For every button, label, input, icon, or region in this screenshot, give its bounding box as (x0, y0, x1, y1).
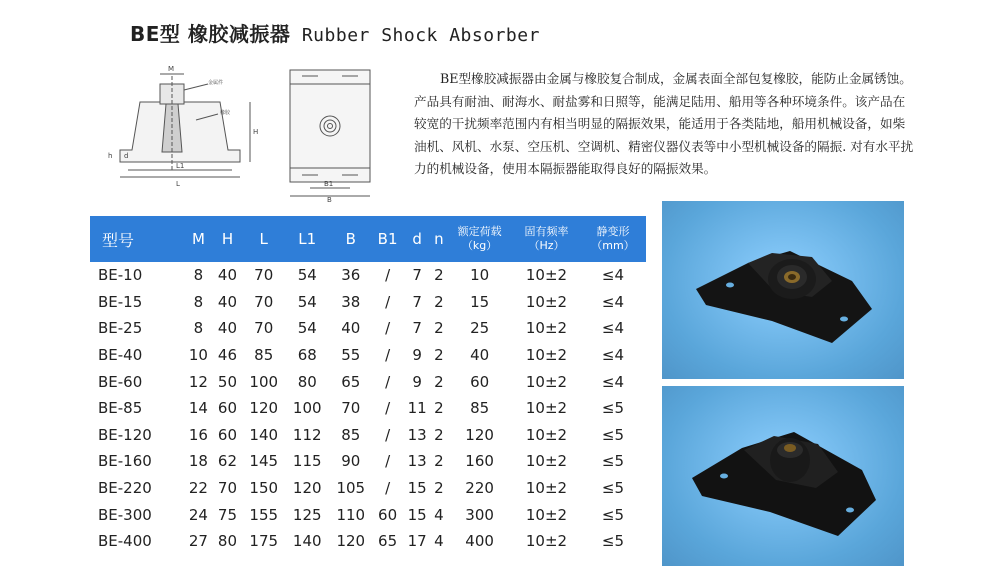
table-cell: / (385, 425, 391, 444)
table-cell: 10±2 (525, 505, 568, 524)
table-cell: 300 (465, 505, 494, 524)
table-cell: 160 (465, 452, 494, 471)
table-cell: 2 (434, 266, 444, 285)
drawing-label-rubber: 橡胶 (220, 110, 231, 116)
table-cell: / (385, 479, 391, 498)
table-cell: 12 (188, 372, 208, 391)
table-cell: 120 (249, 399, 279, 418)
table-cell: 10±2 (525, 292, 568, 311)
table-cell: 17 (407, 532, 427, 551)
col-header-defl-line1: 静变形 (596, 225, 630, 238)
table-row (90, 289, 646, 316)
title-english: Rubber Shock Absorber (301, 25, 540, 46)
product-photo-bottom (662, 386, 904, 566)
col-header-load-line1: 额定荷载 (457, 225, 502, 238)
table-cell: / (385, 292, 391, 311)
col-header: B1 (373, 216, 403, 262)
col-header-defl-line2: （mm） (591, 239, 635, 252)
table-cell: 13 (407, 425, 427, 444)
table-cell: 10±2 (525, 346, 568, 365)
table-cell: 46 (217, 346, 237, 365)
table-row (90, 475, 646, 502)
table-row (90, 448, 646, 475)
table-cell: 80 (217, 532, 237, 551)
table-cell: 70 (254, 319, 274, 338)
col-header: L1 (285, 216, 329, 262)
table-cell: / (385, 266, 391, 285)
model-cell: BE-60 (98, 372, 143, 391)
table-cell: 220 (465, 479, 494, 498)
table-cell: ≤5 (601, 505, 625, 524)
table-cell: 10 (470, 266, 490, 285)
table-cell: ≤4 (601, 266, 625, 285)
model-cell: BE-25 (98, 319, 143, 338)
table-row (90, 342, 646, 369)
table-cell: 70 (341, 399, 361, 418)
table-cell: 4 (434, 505, 444, 524)
table-cell: ≤4 (601, 346, 625, 365)
table-cell: ≤5 (601, 532, 625, 551)
table-cell: 60 (217, 399, 237, 418)
table-cell: 140 (292, 532, 322, 551)
table-cell: 140 (249, 425, 279, 444)
table-cell: / (385, 372, 391, 391)
drawing-label-l1: L1 (176, 162, 185, 170)
table-cell: / (385, 319, 391, 338)
product-photo-top (662, 201, 904, 379)
drawing-label-h: H (253, 128, 259, 136)
table-cell: 70 (217, 479, 237, 498)
table-cell: 38 (341, 292, 361, 311)
table-cell: ≤5 (601, 479, 625, 498)
table-cell: 60 (470, 372, 490, 391)
table-cell: 10±2 (525, 372, 568, 391)
table-cell: 68 (297, 346, 317, 365)
table-cell: 70 (254, 266, 274, 285)
table-row (90, 368, 646, 395)
table-cell: 85 (341, 425, 361, 444)
col-header: d (403, 216, 432, 262)
table-cell: 110 (336, 505, 366, 524)
table-cell: 13 (407, 452, 427, 471)
table-cell: 175 (249, 532, 279, 551)
model-cell: BE-10 (98, 266, 143, 285)
table-cell: 60 (378, 505, 398, 524)
drawing-label-l: L (176, 180, 180, 188)
table-cell: ≤5 (601, 399, 625, 418)
drawing-label-metal: 金属件 (208, 80, 224, 86)
model-cell: BE-300 (98, 505, 152, 524)
product-description: BE型橡胶减振器由金属与橡胶复合制成，金属表面全部包复橡胶，能防止金属锈蚀。产品具有耐油、耐海水、耐盐雾和日照等，能满足陆用、船用等各种环境条件。该产品在较宽的干扰频率范围内有相当明显的隔振效果，能适用于各类陆地，船用机械设备，如柴油机、风机、水泵、空压机、空调机、精密仪器仪表等中小型机械设备的隔振. 对有水平扰力的机械设备，使用本隔振器能取得良好的隔振效果。 (414, 71, 914, 176)
model-cell: BE-400 (98, 532, 152, 551)
table-cell: 2 (434, 452, 444, 471)
col-header: H (213, 216, 242, 262)
table-cell: 75 (217, 505, 237, 524)
table-cell: 7 (412, 292, 422, 311)
table-cell: 27 (188, 532, 208, 551)
table-cell: 40 (470, 346, 490, 365)
table-cell: 4 (434, 532, 444, 551)
table-cell: 8 (193, 292, 204, 311)
table-cell: 62 (217, 452, 237, 471)
table-cell: 2 (434, 372, 444, 391)
table-cell: 54 (297, 266, 317, 285)
table-cell: 22 (188, 479, 208, 498)
table-cell: 85 (470, 399, 490, 418)
col-header: L (242, 216, 286, 262)
table-cell: 150 (249, 479, 279, 498)
table-cell: 18 (188, 452, 208, 471)
table-row (90, 262, 646, 289)
table-cell: 15 (407, 505, 427, 524)
table-cell: 14 (188, 399, 208, 418)
table-cell: 400 (465, 532, 494, 551)
table-cell: ≤4 (601, 292, 625, 311)
drawing-label-b: B (327, 196, 332, 202)
table-cell: 70 (254, 292, 274, 311)
model-cell: BE-15 (98, 292, 143, 311)
table-cell: / (385, 399, 391, 418)
table-cell: 2 (434, 399, 444, 418)
table-cell: 25 (470, 319, 490, 338)
table-cell: 40 (217, 292, 237, 311)
col-header-defl (580, 216, 646, 262)
title-model: BE型 橡胶减振器 (130, 22, 291, 46)
spec-table (90, 216, 646, 555)
model-cell: BE-220 (98, 479, 152, 498)
col-header-freq-line1: 固有频率 (524, 225, 569, 238)
model-cell: BE-40 (98, 346, 143, 365)
table-cell: 125 (292, 505, 322, 524)
absorber-photo-2 (662, 386, 904, 566)
col-header: B (329, 216, 373, 262)
table-cell: ≤5 (601, 425, 625, 444)
drawing-label-b1: B1 (324, 180, 334, 188)
model-cell: BE-160 (98, 452, 152, 471)
table-cell: 7 (412, 266, 422, 285)
table-cell: 10±2 (525, 452, 568, 471)
table-cell: 54 (297, 319, 317, 338)
model-cell: BE-120 (98, 425, 152, 444)
table-cell: 80 (297, 372, 317, 391)
table-header-row (90, 216, 646, 262)
table-cell: ≤4 (601, 372, 625, 391)
table-cell: 36 (341, 266, 361, 285)
col-header-load (446, 216, 513, 262)
table-cell: 24 (188, 505, 208, 524)
table-cell: 115 (292, 452, 322, 471)
table-cell: 10±2 (525, 319, 568, 338)
table-cell: 2 (434, 479, 444, 498)
table-cell: 2 (434, 292, 444, 311)
table-cell: ≤4 (601, 319, 625, 338)
table-cell: 2 (434, 346, 444, 365)
drawing-label-d: d (124, 152, 129, 160)
spec-table-body (90, 262, 646, 555)
table-cell: 16 (188, 425, 208, 444)
table-cell: 7 (412, 319, 422, 338)
table-cell: 10±2 (525, 425, 568, 444)
table-cell: 120 (292, 479, 322, 498)
col-header: 型号 (90, 216, 184, 262)
col-header-freq-line2: （Hz） (528, 239, 565, 252)
col-header-freq (513, 216, 580, 262)
table-cell: 100 (249, 372, 279, 391)
model-cell: BE-85 (98, 399, 143, 418)
col-header: M (184, 216, 213, 262)
table-cell: 40 (341, 319, 361, 338)
table-cell: 100 (292, 399, 322, 418)
table-cell: / (385, 452, 391, 471)
table-cell: 85 (254, 346, 274, 365)
table-cell: 90 (341, 452, 361, 471)
table-cell: 2 (434, 425, 444, 444)
table-cell: 65 (341, 372, 361, 391)
table-cell: 120 (465, 425, 494, 444)
table-cell: 60 (217, 425, 237, 444)
table-cell: ≤5 (601, 452, 625, 471)
table-cell: 10±2 (525, 266, 568, 285)
table-cell: 15 (470, 292, 490, 311)
col-header-load-line2: （kg） (461, 239, 498, 252)
table-cell: 145 (249, 452, 279, 471)
absorber-photo-1 (662, 201, 904, 379)
table-row (90, 501, 646, 528)
table-cell: 40 (217, 266, 237, 285)
table-cell: 10±2 (525, 399, 568, 418)
table-cell: / (385, 346, 391, 365)
table-cell: 54 (297, 292, 317, 311)
table-cell: 8 (193, 319, 204, 338)
table-cell: 65 (378, 532, 398, 551)
table-cell: 10±2 (525, 532, 568, 551)
drawing-label-h-small: h (108, 152, 113, 160)
table-cell: 10±2 (525, 479, 568, 498)
table-cell: 155 (249, 505, 279, 524)
table-cell: 9 (412, 346, 422, 365)
table-cell: 55 (341, 346, 361, 365)
table-cell: 50 (217, 372, 237, 391)
table-cell: 10 (188, 346, 208, 365)
table-cell: 120 (336, 532, 366, 551)
page-title (130, 18, 540, 47)
table-cell: 8 (193, 266, 204, 285)
table-row (90, 528, 646, 555)
table-cell: 112 (292, 425, 322, 444)
col-header: n (432, 216, 447, 262)
drawing-label-m: M (168, 65, 175, 73)
table-cell: 40 (217, 319, 237, 338)
table-row (90, 422, 646, 449)
table-cell: 11 (407, 399, 427, 418)
table-cell: 105 (336, 479, 366, 498)
table-cell: 15 (407, 479, 427, 498)
table-cell: 9 (412, 372, 422, 391)
table-row (90, 395, 646, 422)
table-cell: 2 (434, 319, 444, 338)
technical-drawing (100, 62, 390, 202)
table-row (90, 315, 646, 342)
